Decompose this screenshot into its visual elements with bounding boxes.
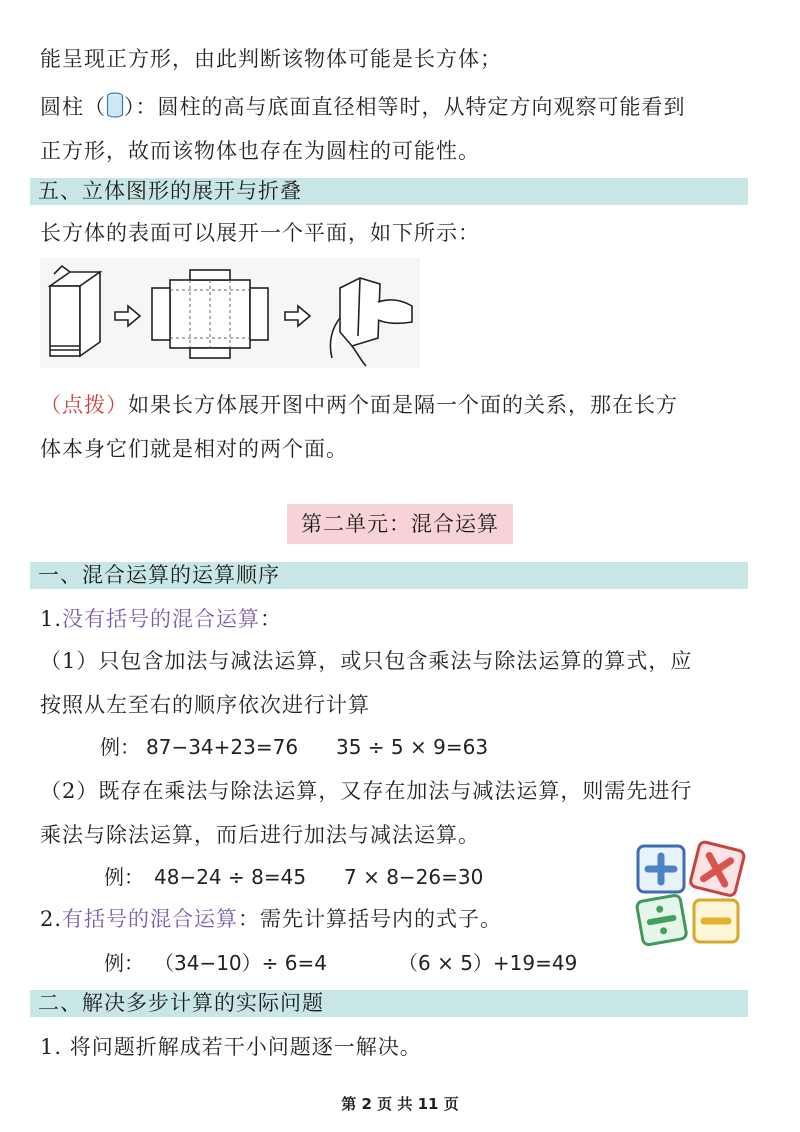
- tip-text: 如果长方体展开图中两个面是隔一个面的关系，那在长方: [128, 393, 678, 417]
- item-2-text: ：需先计算括号内的式子。: [238, 907, 503, 931]
- example-2-label: 例：: [104, 865, 144, 889]
- section-heading-5: 五、立体图形的展开与折叠: [38, 179, 302, 203]
- item-1-number: 1.: [40, 607, 63, 631]
- cylinder-pre: 圆柱（: [40, 95, 106, 119]
- cylinder-paragraph: [40, 92, 760, 122]
- paragraph-2b: 乘法与除法运算，而后进行加法与减法运算。: [40, 823, 480, 847]
- item-2-label: 有括号的混合运算: [62, 907, 239, 931]
- tip-paragraph-1: [40, 390, 760, 420]
- item-1-label: 没有括号的混合运算: [62, 607, 261, 631]
- paragraph-2a: （2）既存在乘法与除法运算，又存在加法与减法运算，则需先进行: [40, 779, 693, 803]
- example-3b: （6 × 5）+19=49: [398, 951, 578, 975]
- math-operators-icon: [632, 838, 750, 950]
- tip-paragraph-2: 体本身它们就是相对的两个面。: [40, 437, 348, 461]
- text-line-3: 正方形，故而该物体也存在为圆柱的可能性。: [40, 139, 480, 163]
- example-1b: 35 ÷ 5 × 9=63: [336, 735, 489, 759]
- item-1-heading: [40, 604, 760, 634]
- cylinder-icon: [106, 92, 124, 118]
- example-1-label: 例：: [100, 735, 140, 759]
- cylinder-post: ）：圆柱的高与底面直径相等时，从特定方向观察可能看到: [124, 95, 686, 119]
- example-3-label: 例：: [104, 951, 144, 975]
- example-1a: 87−34+23=76: [146, 735, 299, 759]
- example-2b: 7 × 8−26=30: [344, 865, 484, 889]
- item-1-colon: ：: [260, 607, 283, 631]
- example-3a: （34−10）÷ 6=4: [154, 951, 327, 975]
- paragraph-1b: 按照从左至右的顺序依次进行计算: [40, 693, 370, 717]
- unit-title: 第二单元：混合运算: [287, 504, 513, 544]
- paragraph-1a: （1）只包含加法与减法运算，或只包含乘法与除法运算的算式，应: [40, 649, 693, 673]
- section-heading-1: 一、混合运算的运算顺序: [38, 563, 280, 587]
- example-2a: 48−24 ÷ 8=45: [154, 865, 307, 889]
- text-line-last: 1. 将问题折解成若干小问题逐一解决。: [40, 1035, 422, 1059]
- item-2-number: 2.: [40, 907, 63, 931]
- section-heading-2: 二、解决多步计算的实际问题: [38, 991, 324, 1015]
- page-footer: 第 2 页 共 11 页: [341, 1095, 459, 1113]
- text-line-1: 能呈现正方形，由此判断该物体可能是长方体；: [40, 47, 502, 71]
- tip-label: （点拨）: [40, 393, 128, 417]
- text-line-4: 长方体的表面可以展开一个平面，如下所示：: [40, 221, 480, 245]
- cuboid-unfold-illustration: [40, 258, 420, 368]
